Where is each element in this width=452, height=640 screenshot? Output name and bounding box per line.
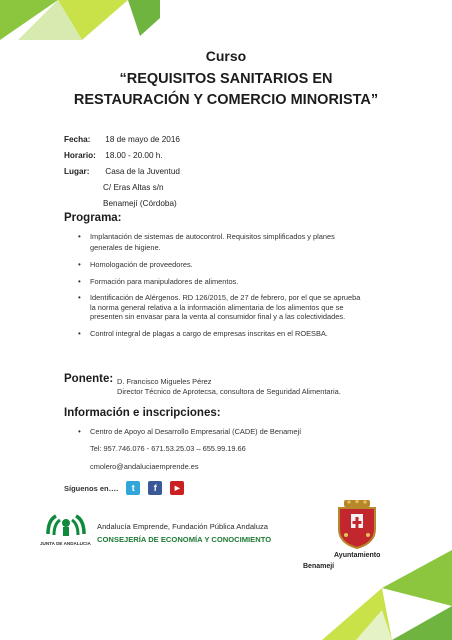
horario-row — [64, 151, 163, 160]
youtube-icon[interactable]: ▶ — [170, 481, 184, 495]
horario-value: 18.00 - 20.00 h. — [105, 151, 163, 160]
junta-andalucia-logo-icon — [44, 512, 88, 538]
list-item: • Centro de Apoyo al Desarrollo Empresarial (CADE) de Benamejí — [78, 426, 378, 437]
title-line-3: RESTAURACIÓN Y COMERCIO MINORISTA” — [73, 92, 379, 108]
title-line-1: Curso — [205, 48, 247, 64]
org-line-2: CONSEJERÍA DE ECONOMÍA Y CONOCIMIENTO — [97, 535, 272, 544]
org-line-1: Andalucía Emprende, Fundación Pública Andaluza — [97, 522, 268, 531]
ayuntamiento-shield-icon — [334, 499, 380, 549]
ayto-line-2: Benamejí — [303, 563, 335, 570]
informacion-heading: Información e inscripciones: — [64, 407, 221, 419]
twitter-icon[interactable]: t — [126, 481, 140, 495]
lugar-line-1: Casa de la Juventud — [105, 167, 180, 176]
facebook-icon[interactable]: f — [148, 481, 162, 495]
ayto-line-1: Ayuntamiento — [334, 552, 381, 559]
ponente-name: D. Francisco Migueles Pérez — [117, 377, 212, 386]
fecha-label: Fecha: — [64, 135, 91, 144]
top-left-decoration — [0, 0, 160, 40]
fecha-row — [64, 135, 180, 144]
lugar-label: Lugar: — [64, 167, 90, 176]
list-item: • Homologación de proveedores. — [78, 259, 368, 270]
lugar-row — [64, 167, 180, 176]
programa-list — [78, 231, 368, 339]
list-item: • Control integral de plagas a cargo de empresas inscritas en el ROESBA. — [78, 328, 368, 339]
ponente-heading: Ponente: — [64, 373, 114, 385]
informacion-list — [78, 426, 378, 437]
ponente-role: Director Técnico de Aprotecsa, consultora de Seguridad Alimentaria. — [117, 387, 341, 396]
list-item: • Implantación de sistemas de autocontrol. Requisitos simplificados y planes generales de higiene. — [78, 231, 368, 253]
email-link[interactable]: cmolero@andaluciaemprende.es — [90, 462, 199, 471]
course-title — [0, 48, 452, 111]
fecha-value: 18 de mayo de 2016 — [105, 135, 180, 144]
programa-heading: Programa: — [64, 212, 122, 224]
social-row — [64, 481, 184, 495]
social-label: Síguenos en…. — [64, 483, 119, 493]
list-item: • Identificación de Alérgenos. RD 126/2015, de 27 de febrero, por el que se aprueba la norma general relativa a la información alimentaria de los alimentos que se presenten sin envasar para la venta al consumidor final y a las colectividades. — [78, 293, 368, 322]
telephone-text: Tel: 957.746.076 - 671.53.25.03 – 655.99.19.66 — [90, 444, 246, 453]
list-item: • Formación para manipuladores de alimentos. — [78, 276, 368, 287]
lugar-line-3: Benamejí (Córdoba) — [103, 199, 177, 208]
lugar-line-2: C/ Eras Altas s/n — [103, 183, 164, 192]
title-line-2: “REQUISITOS SANITARIOS EN — [119, 71, 333, 87]
horario-label: Horario: — [64, 151, 96, 160]
junta-text: JUNTA DE ANDALUCIA — [40, 541, 91, 546]
bottom-right-decoration — [322, 550, 452, 640]
